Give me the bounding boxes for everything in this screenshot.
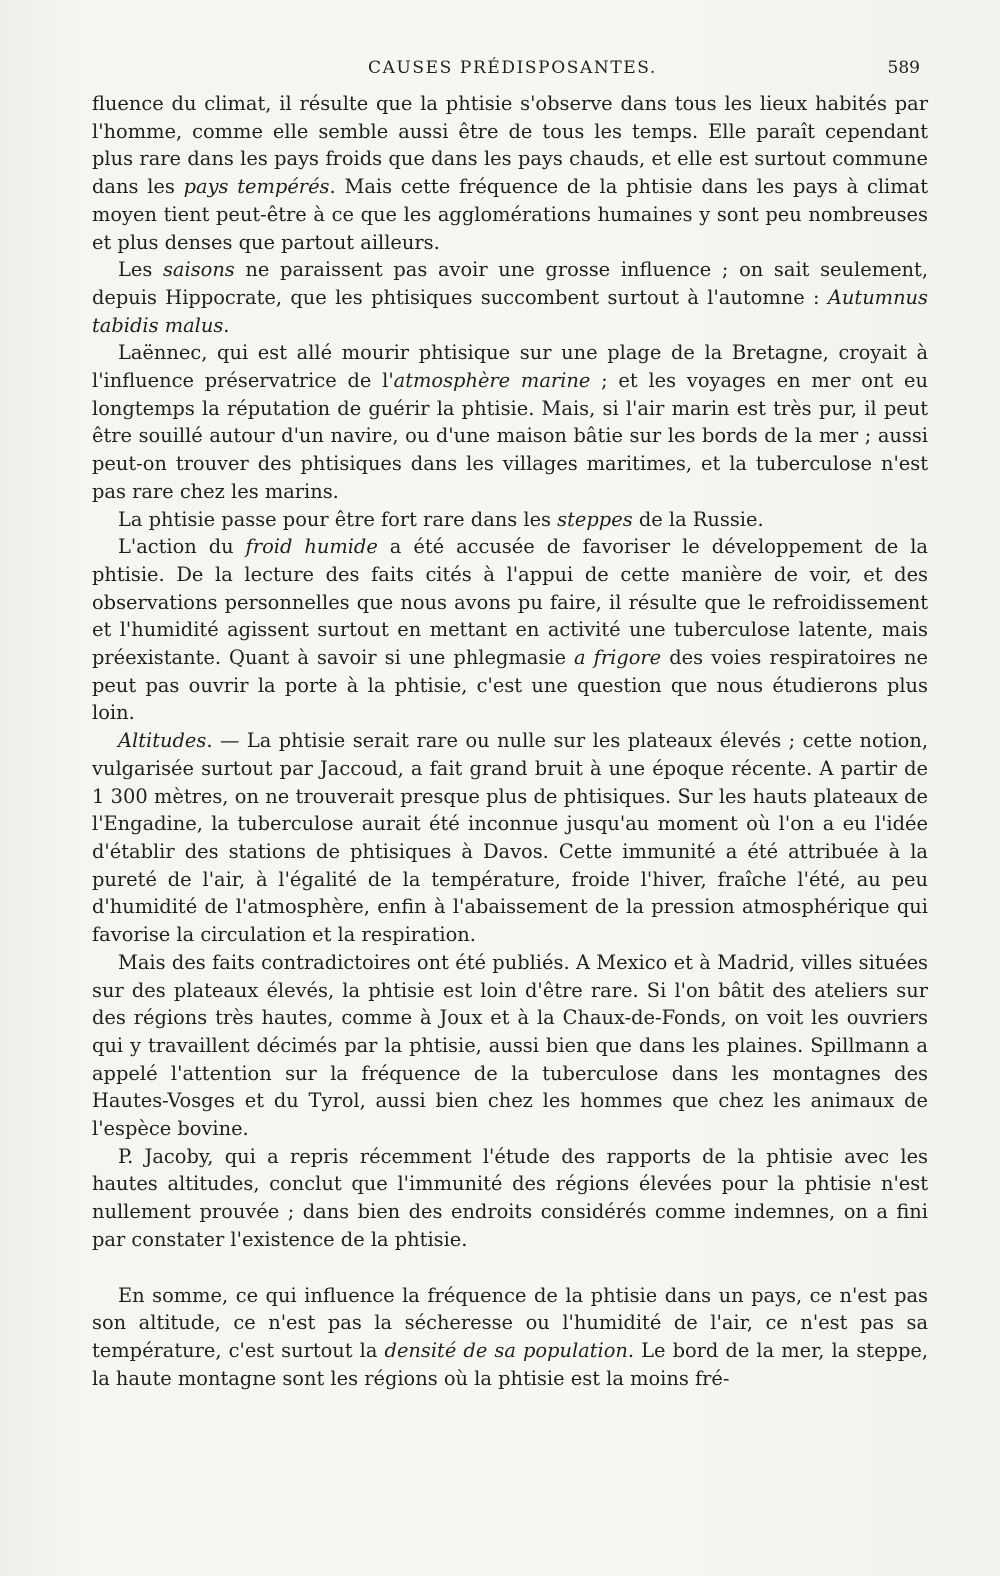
paragraph bbox=[92, 533, 928, 727]
running-head bbox=[90, 58, 932, 88]
text-run: . Mais cette fréquence de la phtisie dans les pays à climat moyen tient peut-être à ce que les agglomérations humaines y sont peu nombreuses et plus denses que partout ailleurs. bbox=[92, 175, 928, 254]
italic-run: atmosphère marine bbox=[393, 369, 591, 393]
italic-run: froid humide bbox=[245, 535, 378, 559]
paragraph bbox=[92, 90, 928, 256]
paragraph bbox=[92, 1143, 928, 1254]
text-run: La phtisie passe pour être fort rare dans les bbox=[118, 507, 558, 531]
text-run: ne paraissent pas avoir une grosse influence ; on sait seulement, depuis Hippocrate, que les phtisiques succombent surtout à l'automne : bbox=[92, 258, 929, 309]
text-run: P. Jacoby, qui a repris récemment l'étude des rapports de la phtisie avec les hautes altitudes, conclut que l'immunité des régions élevées pour la phtisie n'est nullement prouvée ; dans bien des endroits considérés comme indemnes, on a fini par constater l'existence de la phtisie. bbox=[92, 1144, 928, 1251]
paragraph bbox=[92, 949, 928, 1143]
text-run: . bbox=[223, 313, 230, 337]
text-run: des voies respiratoires ne peut pas ouvrir la porte à la phtisie, c'est une question que nous étudierons plus loin. bbox=[92, 646, 928, 725]
text-run: ; et les voyages en mer ont eu longtemps la réputation de guérir la phtisie. Mais, si l'air marin est très pur, il peut être souillé autour d'un navire, ou d'une maison bâtie sur les bords de la mer ; aussi peut-on trouver des phtisiques dans les villages maritimes, et la tuberculose n'est pas rare chez les marins. bbox=[92, 369, 928, 503]
italic-run: saisons bbox=[162, 258, 235, 282]
text-run: En somme, ce qui influence la fréquence de la phtisie dans un pays, ce n'est pas son altitude, ce n'est pas la sécheresse ou l'humidité de l'air, ce n'est pas sa température, c'est surtout la bbox=[92, 1283, 928, 1362]
text-run: de la Russie. bbox=[632, 507, 764, 531]
italic-run: steppes bbox=[557, 507, 633, 531]
text-run: fluence du climat, il résulte que la phtisie s'observe dans tous les lieux habités par l'homme, comme elle semble aussi être de tous les temps. Elle paraît cependant plus rare dans les pays froids que dans les pays chauds, et elle est surtout commune dans les bbox=[92, 92, 928, 199]
italic-run: Altitudes bbox=[118, 729, 207, 753]
paragraph bbox=[92, 256, 928, 339]
text-run: Mais des faits contradictoires ont été publiés. A Mexico et à Madrid, villes situées sur des plateaux élevés, la phtisie est loin d'être rare. Si l'on bâtit des ateliers sur des régions très hautes, comme à Joux et à la Chaux-de-Fonds, on voit les ouvriers qui y travaillent décimés par la phtisie, aussi bien que dans les plaines. Spillmann a appelé l'attention sur la fréquence de la tuberculose dans les montagnes des Hautes-Vosges et du Tyrol, aussi bien chez les hommes que chez les animaux de l'espèce bovine. bbox=[92, 950, 928, 1141]
text-run: . — La phtisie serait rare ou nulle sur les plateaux élevés ; cette notion, vulgarisée surtout par Jaccoud, a fait grand bruit à une époque récente. A partir de 1 300 mètres, on ne trouverait presque plus de phtisiques. Sur les hauts plateaux de l'Engadine, la tuberculose aurait été inconnue jusqu'au moment où l'on a eu l'idée d'établir des stations de phtisiques à Davos. Cette immunité a été attribuée à la pureté de l'air, à l'égalité de la température, froide l'hiver, fraîche l'été, au peu d'humidité de l'atmosphère, enfin à l'abaissement de la pression atmosphérique qui favorise la circulation et la respiration. bbox=[92, 729, 928, 947]
paragraph bbox=[92, 339, 928, 505]
text-run: Les bbox=[118, 258, 163, 282]
body-text bbox=[92, 90, 928, 1392]
italic-run: a frigore bbox=[574, 646, 662, 670]
paragraph bbox=[92, 727, 928, 949]
text-run: Laënnec, qui est allé mourir phtisique sur une plage de la Bretagne, croyait à l'influence préservatrice de l' bbox=[92, 341, 928, 393]
italic-run: pays tempérés bbox=[183, 175, 330, 199]
text-run: . Le bord de la mer, la steppe, la haute montagne sont les régions où la phtisie est la moins fré- bbox=[92, 1338, 929, 1390]
text-run: a été accusée de favoriser le développement de la phtisie. De la lecture des faits cités à l'appui de cette manière de voir, et des observations personnelles que nous avons pu faire, il résulte que le refroidissement et l'humidité agissent surtout en mettant en activité une tuberculose latente, mais préexistante. Quant à savoir si une phlegmasie bbox=[92, 535, 928, 670]
italic-run: Autumnus tabidis malus bbox=[92, 285, 928, 337]
running-title: CAUSES PRÉDISPOSANTES. bbox=[368, 58, 657, 78]
text-run: L'action du bbox=[118, 535, 246, 559]
paragraph bbox=[92, 506, 928, 534]
paragraph bbox=[92, 1282, 928, 1393]
page-number: 589 bbox=[887, 58, 920, 78]
italic-run: densité de sa population bbox=[384, 1338, 628, 1362]
